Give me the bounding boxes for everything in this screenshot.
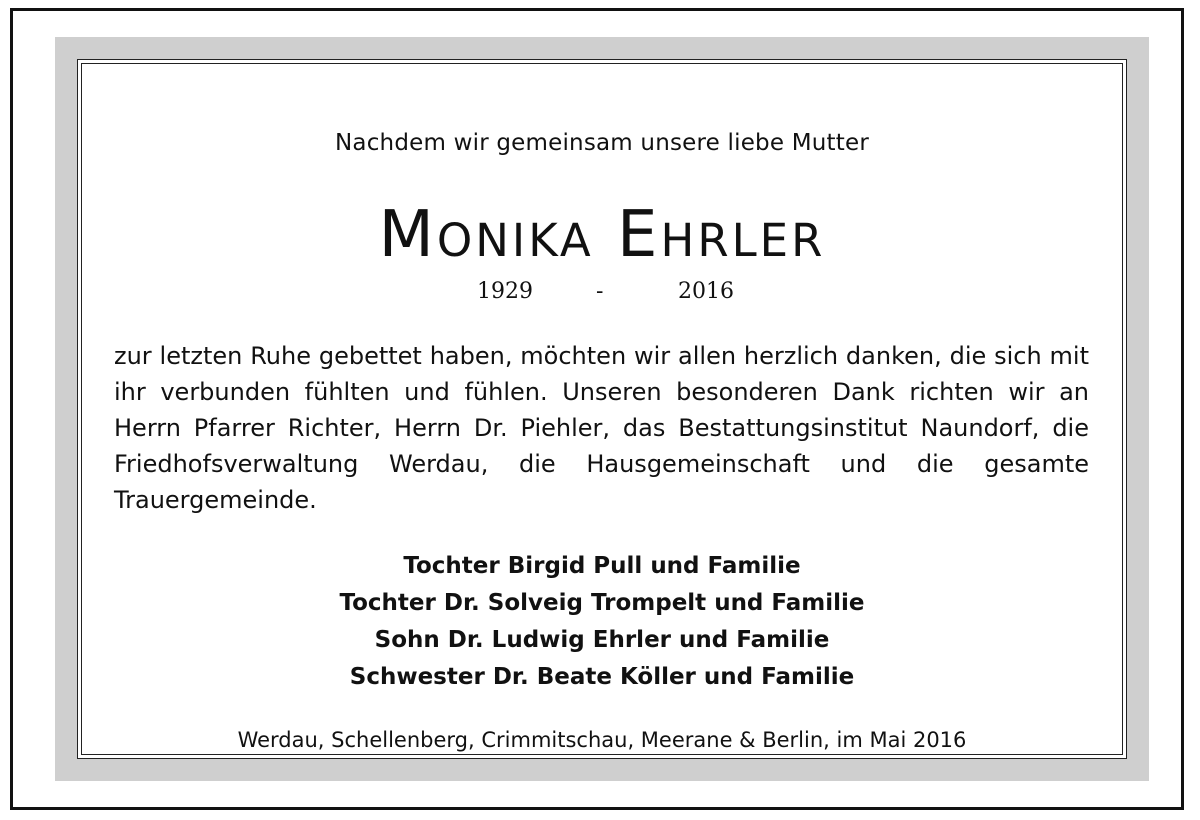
family-line: Tochter Dr. Solveig Trompelt und Familie — [339, 590, 865, 616]
deceased-name: Monika Ehrler — [378, 198, 826, 272]
outer-frame — [10, 8, 1184, 810]
place-date-footer: Werdau, Schellenberg, Crimmitschau, Meerane & Berlin, im Mai 2016 — [237, 728, 967, 752]
family-line: Tochter Birgid Pull und Familie — [403, 553, 801, 579]
death-year: 2016 — [678, 279, 734, 304]
birth-year: 1929 — [477, 279, 533, 304]
life-dates — [78, 279, 1126, 309]
family-line: Schwester Dr. Beate Köller und Familie — [349, 664, 855, 690]
family-signatures — [78, 548, 1126, 696]
family-line: Sohn Dr. Ludwig Ehrler und Familie — [374, 627, 830, 653]
date-separator: - — [596, 279, 604, 304]
gray-mat-border — [55, 37, 1149, 781]
intro-line: Nachdem wir gemeinsam unsere liebe Mutter — [335, 130, 869, 156]
obituary-card — [77, 59, 1127, 759]
thanks-paragraph: zur letzten Ruhe gebettet haben, möchten wir allen herzlich danken, die sich mit ihr verbunden fühlten und fühlen. Unseren besonderen Dank richten wir an Herrn Pfarrer Richter, Herrn Dr. Piehler, das Bestattungsinstitut Naundorf, die Friedhofsverwaltung Werdau, die Hausgemeinschaft und die gesamte Trauergemeinde. — [114, 342, 1089, 514]
